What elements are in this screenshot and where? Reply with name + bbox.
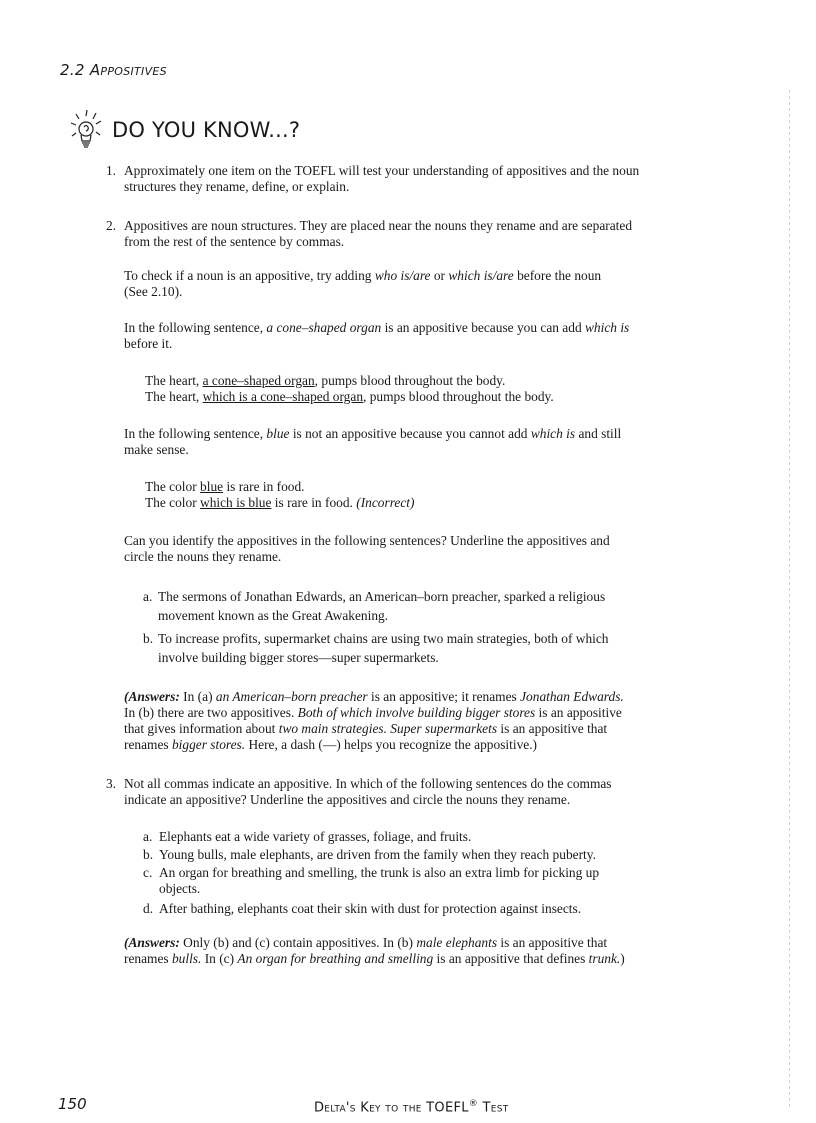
list-item: An organ for breathing and smelling, the trunk is also an extra limb for picking up — [159, 865, 600, 880]
example-color-2: The color which is blue is rare in food. (Incorrect) — [145, 495, 415, 510]
answers-1-line-4: renames bigger stores. Here, a dash (—) helps you recognize the appositive.) — [124, 737, 538, 752]
identify-line-2: circle the nouns they rename. — [124, 549, 282, 564]
check-line-1: To check if a noun is an appositive, try adding who is/are or which is/are before the noun — [124, 268, 602, 283]
answers-2-line-2: renames bulls. In (c) An organ for breathing and smelling is an appositive that defines trunk.) — [124, 951, 625, 966]
item-3-line-2: indicate an appositive? Underline the appositives and circle the nouns they rename. — [124, 792, 571, 807]
item-2-line-2: from the rest of the sentence by commas. — [124, 234, 345, 249]
item-number: 1. — [105, 163, 116, 178]
example-heart-1: The heart, a cone–shaped organ, pumps blood throughout the body. — [145, 373, 506, 388]
item-3-line-1: Not all commas indicate an appositive. In which of the following sentences do the commas — [124, 776, 612, 791]
item-number: 2. — [105, 218, 116, 233]
following-2-line-1: In the following sentence, blue is not an appositive because you cannot add which is and still — [124, 426, 622, 441]
list-item: Young bulls, male elephants, are driven from the family when they reach puberty. — [159, 847, 596, 862]
list-item: Elephants eat a wide variety of grasses, foliage, and fruits. — [159, 829, 472, 844]
following-1-line-1: In the following sentence, a cone–shaped organ is an appositive because you can add which is — [124, 320, 630, 335]
answers-2-line-1: (Answers: Only (b) and (c) contain appositives. In (b) male elephants is an appositive that — [124, 935, 608, 950]
item-1-line-1: Approximately one item on the TOEFL will test your understanding of appositives and the noun — [124, 163, 640, 178]
callout-title: DO YOU KNOW...? — [112, 118, 301, 142]
list-item-continuation: involve building bigger stores—super supermarkets. — [158, 650, 439, 665]
identify-line-1: Can you identify the appositives in the following sentences? Underline the appositives and — [124, 533, 610, 548]
item-2-line-1: Appositives are noun structures. They are placed near the nouns they rename and are separated — [124, 218, 633, 233]
answers-1-line-1: (Answers: In (a) an American–born preacher is an appositive; it renames Jonathan Edwards. — [124, 689, 624, 704]
list-item: The sermons of Jonathan Edwards, an American–born preacher, sparked a religious — [158, 589, 606, 604]
list-item-continuation: objects. — [159, 881, 201, 896]
list-item-letter: a. — [143, 829, 153, 844]
list-item: To increase profits, supermarket chains are using two main strategies, both of which — [158, 631, 609, 646]
example-heart-2: The heart, which is a cone–shaped organ, pumps blood throughout the body. — [145, 389, 554, 404]
answers-1-line-3: that gives information about two main strategies. Super supermarkets is an appositive that — [124, 721, 608, 736]
section-title: 2.2 Appositives — [60, 61, 167, 79]
list-item-continuation: movement known as the Great Awakening. — [158, 608, 389, 623]
footer-title: Delta's Key to the TOEFL® Test — [314, 1099, 509, 1116]
list-item-letter: b. — [143, 631, 154, 646]
following-2-line-2: make sense. — [124, 442, 189, 457]
following-1-line-2: before it. — [124, 336, 173, 351]
example-color-1: The color blue is rare in food. — [145, 479, 305, 494]
list-item-letter: a. — [143, 589, 153, 604]
answers-1-line-2: In (b) there are two appositives. Both of which involve building bigger stores is an appositive — [124, 705, 622, 720]
list-item-letter: b. — [143, 847, 154, 862]
item-1-line-2: structures they rename, define, or explain. — [124, 179, 350, 194]
lightbulb-icon — [68, 107, 104, 151]
list-item: After bathing, elephants coat their skin with dust for protection against insects. — [159, 901, 582, 916]
item-number: 3. — [105, 776, 116, 791]
list-item-letter: c. — [143, 865, 153, 880]
page-number: 150 — [58, 1095, 87, 1113]
page-edge-line — [789, 90, 790, 1110]
list-item-letter: d. — [143, 901, 154, 916]
check-line-2: (See 2.10). — [124, 284, 183, 299]
